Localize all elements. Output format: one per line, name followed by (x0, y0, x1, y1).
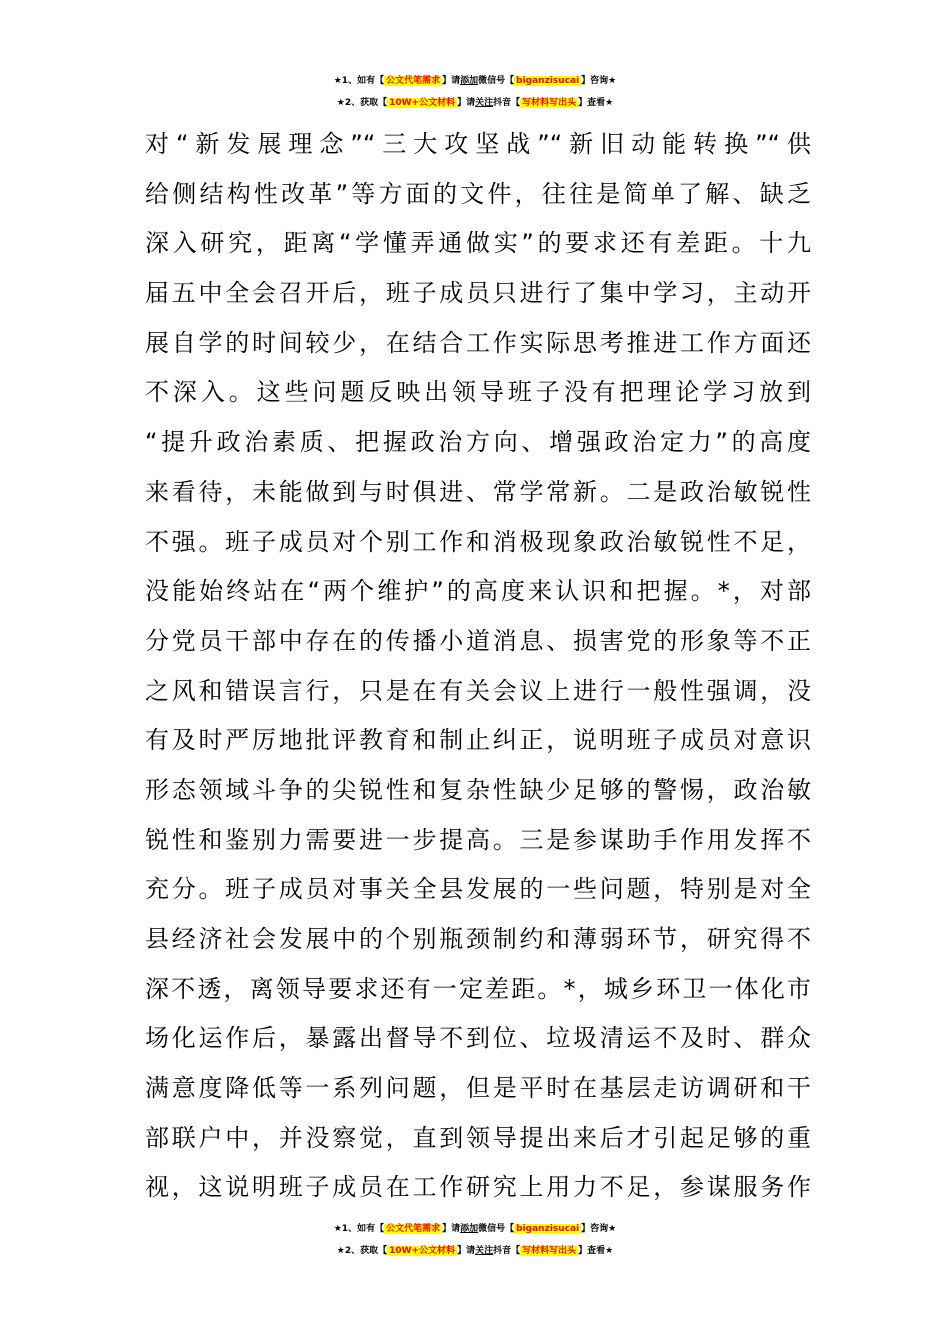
notice-text: 】请 (442, 76, 461, 86)
notice-text: 微信号【 (478, 76, 515, 86)
body-text-line: 没能始终站在“两个维护”的高度来认识和把握。*，对部 (145, 577, 811, 606)
notice-text: 微信号【 (478, 1224, 515, 1234)
notice-text: 】请 (442, 1224, 461, 1234)
body-text-line: “提升政治素质、把握政治方向、增强政治定力”的高度 (145, 428, 811, 457)
body-text-line: 展自学的时间较少，在结合工作实际思考推进工作方面还 (145, 328, 811, 357)
header-notice (0, 70, 950, 114)
notice-text: 】请 (457, 1246, 476, 1256)
highlight-douyin-account: 写材料写出头 (522, 98, 577, 108)
body-text-line: 深不透，离领导要求还有一定差距。*，城乡环卫一体化市 (145, 974, 811, 1003)
body-text-line: 锐性和鉴别力需要进一步提高。三是参谋助手作用发挥不 (145, 825, 811, 854)
document-body (145, 120, 811, 1213)
notice-text: ★2、获取【 (336, 1246, 388, 1256)
notice-text: 】查看★ (578, 98, 614, 108)
body-text-line: 深入研究，距离“学懂弄通做实”的要求还有差距。十九 (145, 229, 811, 258)
notice-text: 抖音【 (493, 98, 521, 108)
notice-text: 】咨询★ (581, 76, 617, 86)
notice-text: 】查看★ (578, 1246, 614, 1256)
body-text-line: 不强。班子成员对个别工作和消极现象政治敏锐性不足， (145, 527, 811, 556)
body-text-line: 分党员干部中存在的传播小道消息、损害党的形象等不正 (145, 626, 811, 655)
notice-underlined-text: 添加 (460, 76, 479, 86)
body-text-line: 届五中全会召开后，班子成员只进行了集中学习，主动开 (145, 279, 811, 308)
body-text-line: 形态领域斗争的尖锐性和复杂性缺少足够的警惕，政治敏 (145, 775, 811, 804)
body-text-line: 有及时严厉地批评教育和制止纠正，说明班子成员对意识 (145, 726, 811, 755)
notice-underlined-text: 关注 (475, 98, 494, 108)
footer-notice (0, 1218, 950, 1262)
body-text-line: 之风和错误言行，只是在有关会议上进行一般性强调，没 (145, 676, 811, 705)
notice-text: ★2、获取【 (336, 98, 388, 108)
footer-notice-line-1 (0, 1218, 950, 1240)
header-notice-line-1 (0, 70, 950, 92)
body-text-line: 县经济社会发展中的个别瓶颈制约和薄弱环节，研究得不 (145, 925, 811, 953)
footer-notice-line-2 (0, 1240, 950, 1262)
body-text-line: 满意度降低等一系列问题，但是平时在基层走访调研和干 (145, 1074, 811, 1103)
notice-text: ★1、如有【 (333, 1224, 385, 1234)
highlight-materials: 10W+公文材料 (389, 1246, 456, 1256)
highlight-service: 公文代笔需求 (386, 1224, 441, 1234)
body-text-line: 不深入。这些问题反映出领导班子没有把理论学习放到 (145, 378, 811, 407)
notice-text: 】请 (457, 98, 476, 108)
highlight-wechat-id: biganzisucai (516, 1224, 580, 1234)
highlight-douyin-account: 写材料写出头 (522, 1246, 577, 1256)
header-notice-line-2 (0, 92, 950, 114)
notice-text: ★1、如有【 (333, 76, 385, 86)
body-text-line: 视，这说明班子成员在工作研究上用力不足，参谋服务作 (145, 1173, 811, 1202)
notice-text: 抖音【 (493, 1246, 521, 1256)
body-text-line: 部联户中，并没察觉，直到领导提出来后才引起足够的重 (145, 1123, 811, 1152)
body-text-line: 场化运作后，暴露出督导不到位、垃圾清运不及时、群众 (145, 1024, 811, 1053)
body-text-line: 充分。班子成员对事关全县发展的一些问题，特别是对全 (145, 875, 811, 904)
body-text-line: 来看待，未能做到与时俱进、常学常新。二是政治敏锐性 (145, 477, 811, 506)
highlight-service: 公文代笔需求 (386, 76, 441, 86)
body-text-line: 对“新发展理念”“三大攻坚战”“新旧动能转换”“供 (145, 130, 811, 158)
notice-underlined-text: 关注 (475, 1246, 494, 1256)
highlight-materials: 10W+公文材料 (389, 98, 456, 108)
notice-text: 】咨询★ (581, 1224, 617, 1234)
body-text-line: 给侧结构性改革”等方面的文件，往往是简单了解、缺乏 (145, 179, 811, 208)
highlight-wechat-id: biganzisucai (516, 76, 580, 86)
notice-underlined-text: 添加 (460, 1224, 479, 1234)
